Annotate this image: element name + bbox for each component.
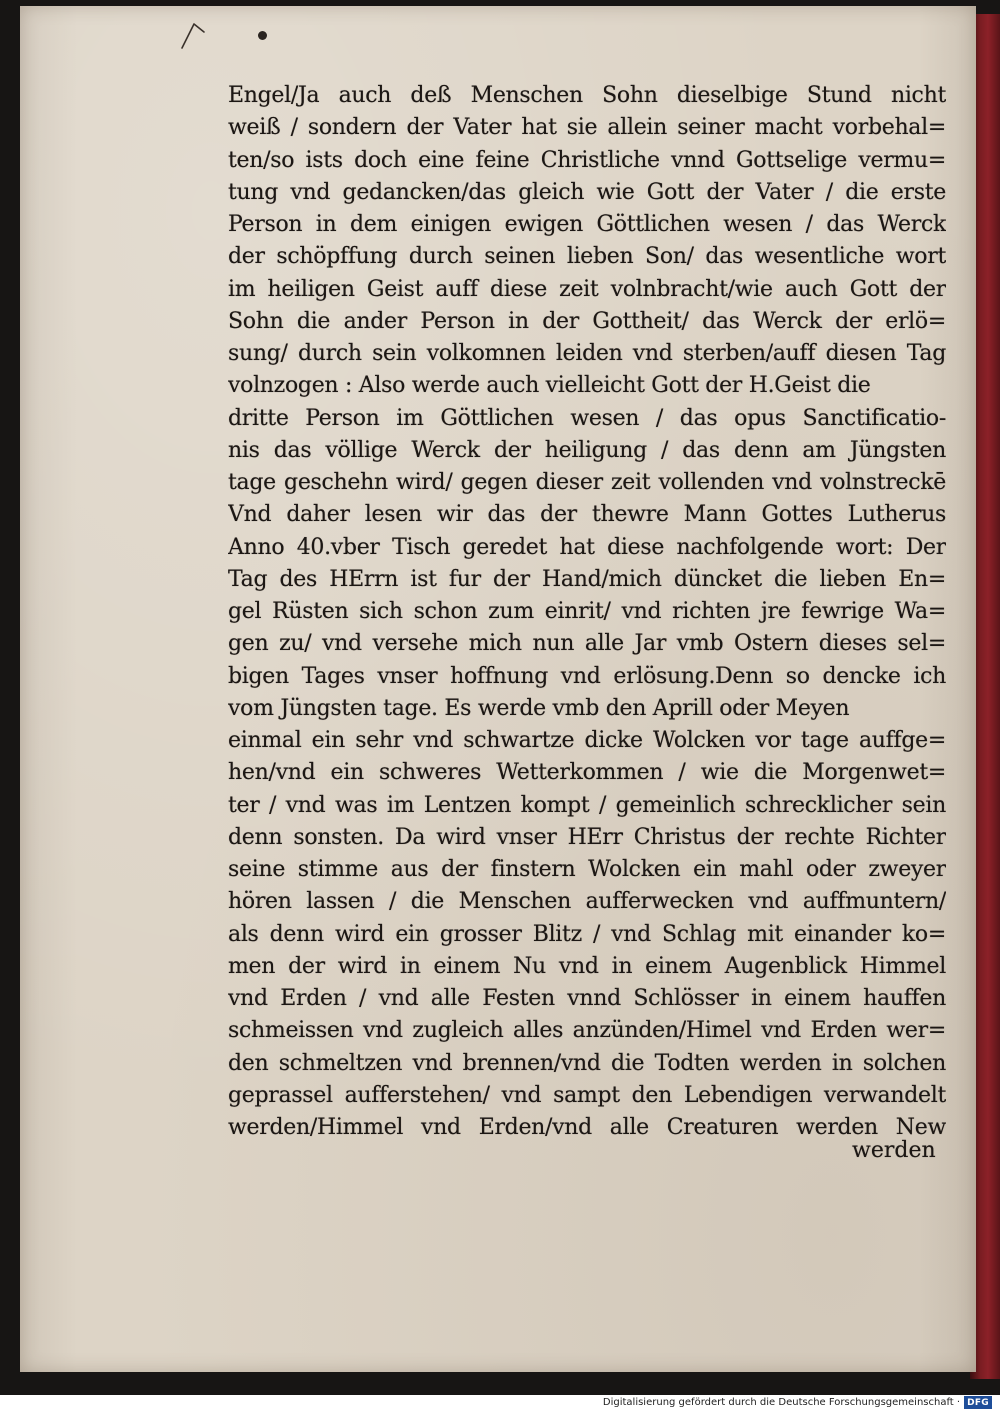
text-line: Vnd daher lesen wir das der thewre Mann Gottes Lutherus — [228, 502, 946, 528]
text-line: Engel/Ja auch deß Menschen Sohn dieselbige Stund nicht — [228, 83, 946, 108]
text-line: gel Rüsten sich schon zum einrit/ vnd richten jre fewrige Wa= — [228, 599, 946, 624]
text-line: volnzogen : Also werde auch vielleicht Gott der H.Geist die — [228, 373, 871, 399]
pen-mark-icon — [178, 20, 208, 52]
ink-dot-icon — [258, 31, 267, 40]
text-line: vom Jüngsten tage. Es werde vmb den Aprill oder Meyen — [228, 695, 850, 721]
text-line: tung vnd gedancken/das gleich wie Gott der Vater / die erste — [228, 179, 946, 205]
text-line: im heiligen Geist auff diese zeit volnbracht/wie auch Gott der — [228, 276, 946, 302]
text-line: den schmeltzen vnd brennen/vnd die Todten werden in solchen — [228, 1050, 946, 1076]
text-line: werden/Himmel vnd Erden/vnd alle Creaturen werden New — [228, 1115, 946, 1140]
text-line: seine stimme aus der finstern Wolcken ein mahl oder zweyer — [228, 857, 946, 882]
dfg-logo-icon: DFG — [964, 1396, 992, 1409]
text-line: als denn wird ein grosser Blitz / vnd Schlag mit einander ko= — [228, 921, 946, 947]
text-line: hen/vnd ein schweres Wetterkommen / wie die Morgenwet= — [228, 760, 946, 786]
page-text — [228, 80, 946, 1144]
text-line: weiß / sondern der Vater hat sie allein seiner macht vorbehal= — [228, 115, 946, 141]
text-line: Tag des HErrn ist fur der Hand/mich düncket die lieben En= — [228, 566, 946, 592]
text-line: dritte Person im Göttlichen wesen / das opus Sanctificatio- — [228, 405, 946, 431]
funding-credit: Digitalisierung gefördert durch die Deutsche Forschungsgemeinschaft · — [602, 1397, 961, 1408]
text-line: men der wird in einem Nu vnd in einem Augenblick Himmel — [228, 953, 946, 979]
footer-credit — [603, 1396, 992, 1409]
text-line: Anno 40.vber Tisch geredet hat diese nachfolgende wort: Der — [228, 534, 946, 560]
text-line: Person in dem einigen ewigen Göttlichen wesen / das Werck — [228, 212, 946, 237]
text-line: geprassel aufferstehen/ vnd sampt den Lebendigen verwandelt — [228, 1082, 946, 1108]
text-line: vnd Erden / vnd alle Festen vnnd Schlösser in einem hauffen — [228, 986, 946, 1011]
text-line: denn sonsten. Da wird vnser HErr Christus der rechte Richter — [228, 824, 946, 850]
text-line: gen zu/ vnd versehe mich nun alle Jar vmb Ostern dieses sel= — [228, 631, 946, 657]
text-line: Sohn die ander Person in der Gottheit/ das Werck der erlö= — [228, 308, 946, 334]
text-line: nis das völlige Werck der heiligung / das denn am Jüngsten — [228, 437, 946, 463]
text-line: ter / vnd was im Lentzen kompt / gemeinlich schrecklicher sein — [228, 792, 946, 818]
text-line: ten/so ists doch eine feine Christliche vnnd Gottselige vermu= — [228, 147, 946, 173]
text-line: schmeissen vnd zugleich alles anzünden/Himel vnd Erden wer= — [228, 1018, 946, 1044]
text-line: sung/ durch sein volkomnen leiden vnd sterben/auff diesen Tag — [228, 341, 946, 366]
text-line: bigen Tages vnser hoffnung vnd erlösung.Denn so dencke ich — [228, 663, 946, 689]
text-line: einmal ein sehr vnd schwartze dicke Wolcken vor tage auffge= — [228, 728, 946, 753]
text-line: der schöpffung durch seinen lieben Son/ das wesentliche wort — [228, 244, 946, 270]
catchword: werden — [852, 1138, 936, 1163]
text-line: tage geschehn wird/ gegen dieser zeit vollenden vnd volnstreckē — [228, 470, 946, 495]
text-line: hören lassen / die Menschen aufferwecken vnd auffmuntern/ — [228, 889, 946, 915]
